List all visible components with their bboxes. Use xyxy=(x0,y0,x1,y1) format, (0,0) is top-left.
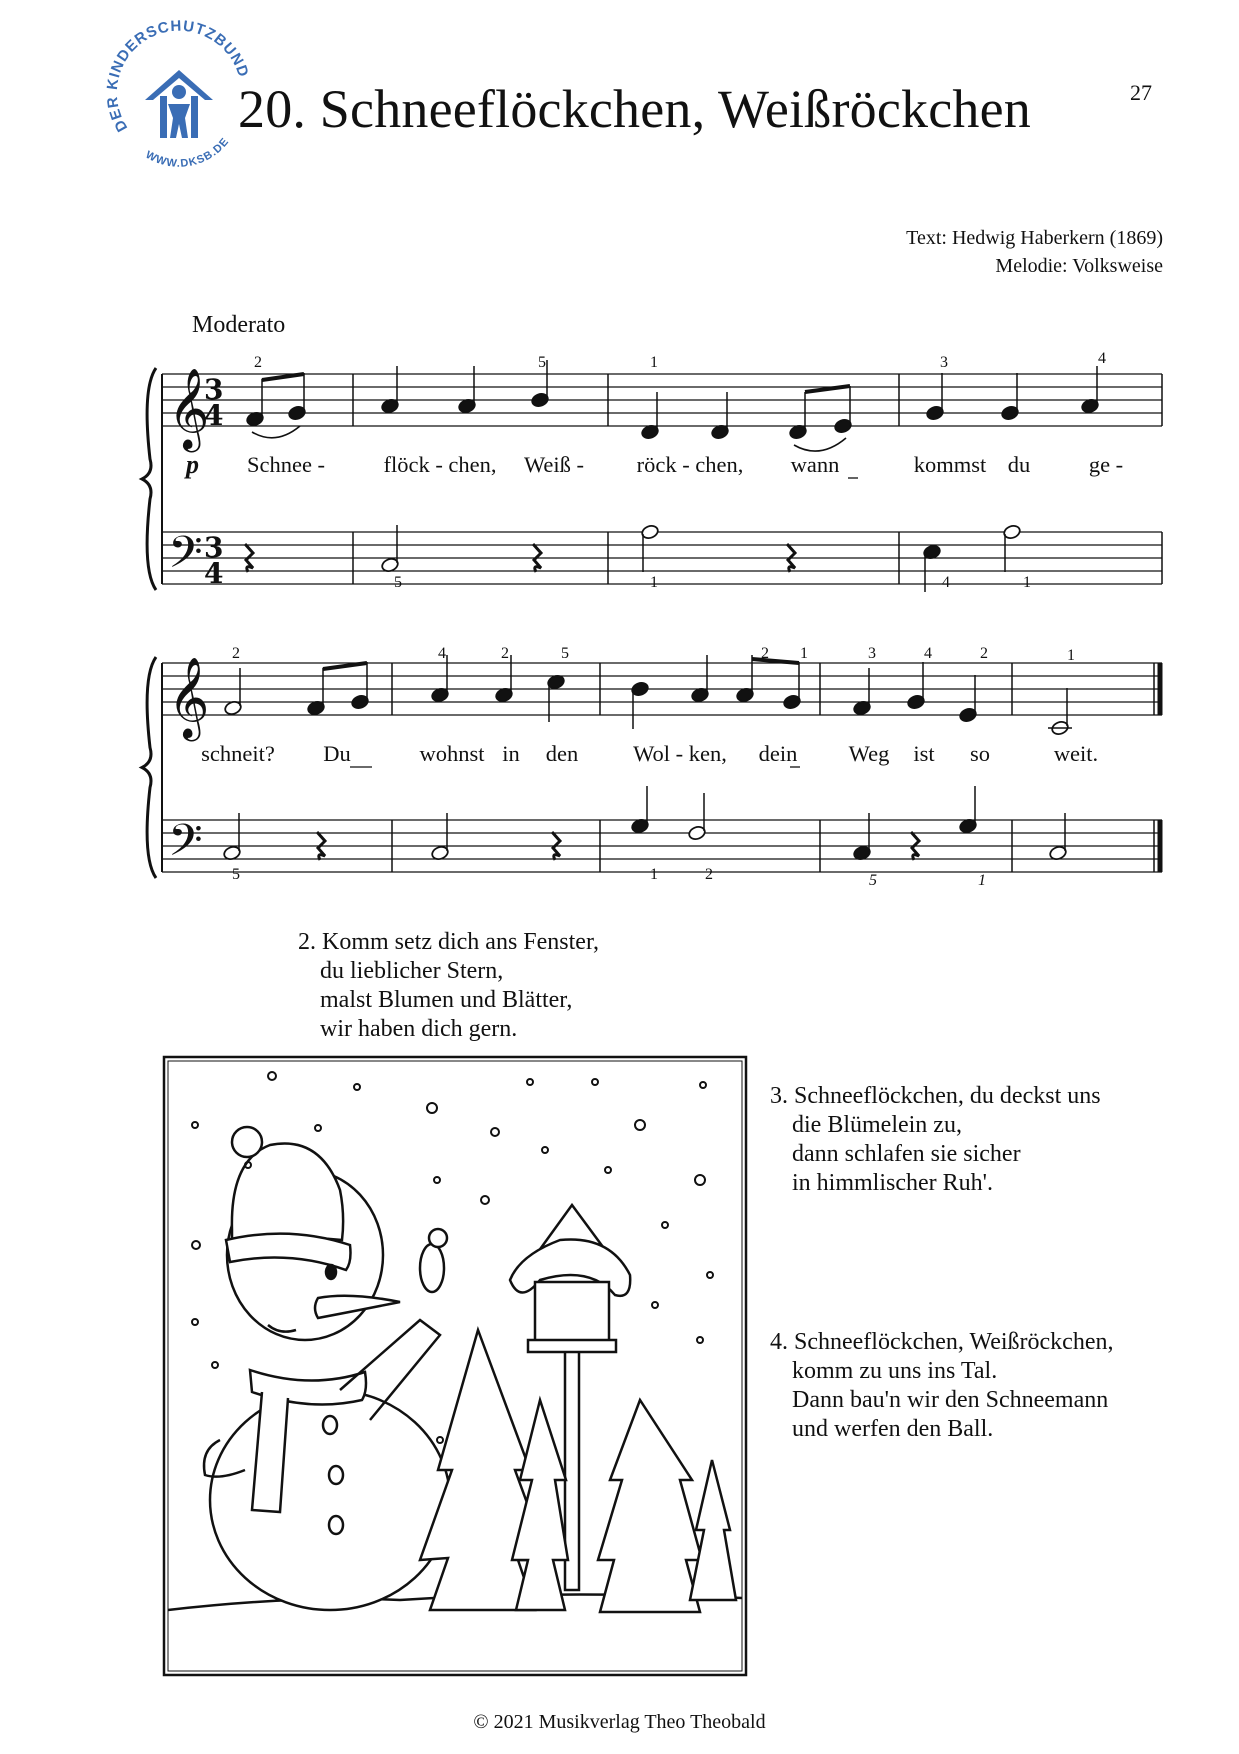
fingering: 3 xyxy=(868,645,876,662)
fingering: 5 xyxy=(232,866,240,883)
lyric: in xyxy=(502,741,520,766)
fingering: 4 xyxy=(942,574,950,591)
fingering: 3 xyxy=(940,354,948,371)
fingering: 4 xyxy=(1098,350,1106,367)
verse-line: Dann bau'n wir den Schneemann xyxy=(792,1387,1109,1413)
lyric: den xyxy=(545,741,579,766)
fingering: 4 xyxy=(924,645,932,662)
lyric: wann xyxy=(790,452,840,477)
bass-clef: 𝄢 xyxy=(168,526,203,589)
lyric: du xyxy=(1007,452,1031,477)
lyric: ist xyxy=(913,741,935,766)
fingering: 4 xyxy=(438,645,446,662)
fingering: 2 xyxy=(761,645,769,662)
lyric: Du xyxy=(323,741,351,766)
verse-line: und werfen den Ball. xyxy=(792,1416,994,1442)
verse-line: komm zu uns ins Tal. xyxy=(792,1358,998,1384)
fingering: 2 xyxy=(980,645,988,662)
lyric: so xyxy=(969,741,991,766)
lyric: dein xyxy=(758,741,798,766)
fingering: 1 xyxy=(650,866,658,883)
time-sig-den: 4 xyxy=(204,557,224,590)
verse-line: malst Blumen und Blätter, xyxy=(320,987,573,1013)
song-title: 20. Schneeflöckchen, Weißröckchen xyxy=(238,79,1031,139)
verse-line: 2. Komm setz dich ans Fenster, xyxy=(298,929,599,955)
lyricist-credit: Text: Hedwig Haberkern (1869) xyxy=(906,227,1163,249)
bass-clef: 𝄢 xyxy=(168,814,203,877)
lyric: Schnee - xyxy=(246,452,326,477)
verse-line: du lieblicher Stern, xyxy=(320,958,504,984)
treble-clef: 𝄞 xyxy=(168,367,210,449)
verse-line: dann schlafen sie sicher xyxy=(792,1141,1021,1167)
verse-line: 4. Schneeflöckchen, Weißröckchen, xyxy=(770,1329,1114,1355)
lyric: flöck - chen, xyxy=(383,452,497,477)
fingering: 2 xyxy=(232,645,240,662)
verse-line: wir haben dich gern. xyxy=(320,1016,518,1042)
svg-text:WWW.DKSB.DE: WWW.DKSB.DE xyxy=(143,135,232,170)
fingering: 5 xyxy=(538,354,546,371)
lyric: ge - xyxy=(1088,452,1124,477)
fingering: 1 xyxy=(978,872,986,889)
time-sig-num: 3 xyxy=(204,531,224,564)
verse-line: 3. Schneeflöckchen, du deckst uns xyxy=(770,1083,1101,1109)
lyric: röck - chen, xyxy=(636,452,744,477)
fingering: 1 xyxy=(650,574,658,591)
fingering: 1 xyxy=(1067,647,1075,664)
lyric: Weiß - xyxy=(523,452,585,477)
fingering: 2 xyxy=(705,866,713,883)
fingering: 1 xyxy=(800,645,808,662)
fingering: 5 xyxy=(394,574,402,591)
treble-clef: 𝄞 xyxy=(168,656,210,738)
lyric: wohnst xyxy=(419,741,485,766)
fingering: 1 xyxy=(1023,574,1031,591)
fingering: 2 xyxy=(254,354,262,371)
lyric: Weg xyxy=(848,741,890,766)
verse-line: in himmlischer Ruh'. xyxy=(792,1170,993,1196)
svg-text:DER KINDERSCHUTZBUND: DER KINDERSCHUTZBUND xyxy=(103,17,252,135)
lyric: kommst xyxy=(913,452,987,477)
fingering: 2 xyxy=(501,645,509,662)
copyright-footer: © 2021 Musikverlag Theo Theobald xyxy=(473,1711,766,1733)
tempo-marking: Moderato xyxy=(192,312,286,338)
fingering: 1 xyxy=(650,354,658,371)
lyric: Wol - ken, xyxy=(633,741,727,766)
time-sig-num: 3 xyxy=(204,373,224,406)
lyric: schneit? xyxy=(201,741,275,766)
fingering: 5 xyxy=(869,872,877,889)
dynamic-marking: p xyxy=(186,450,199,479)
page-number: 27 xyxy=(1130,80,1152,105)
composer-credit: Melodie: Volksweise xyxy=(995,255,1163,277)
lyric: weit. xyxy=(1053,741,1099,766)
verse-line: die Blümelein zu, xyxy=(792,1112,962,1138)
time-sig-den: 4 xyxy=(204,399,224,432)
fingering: 5 xyxy=(561,645,569,662)
